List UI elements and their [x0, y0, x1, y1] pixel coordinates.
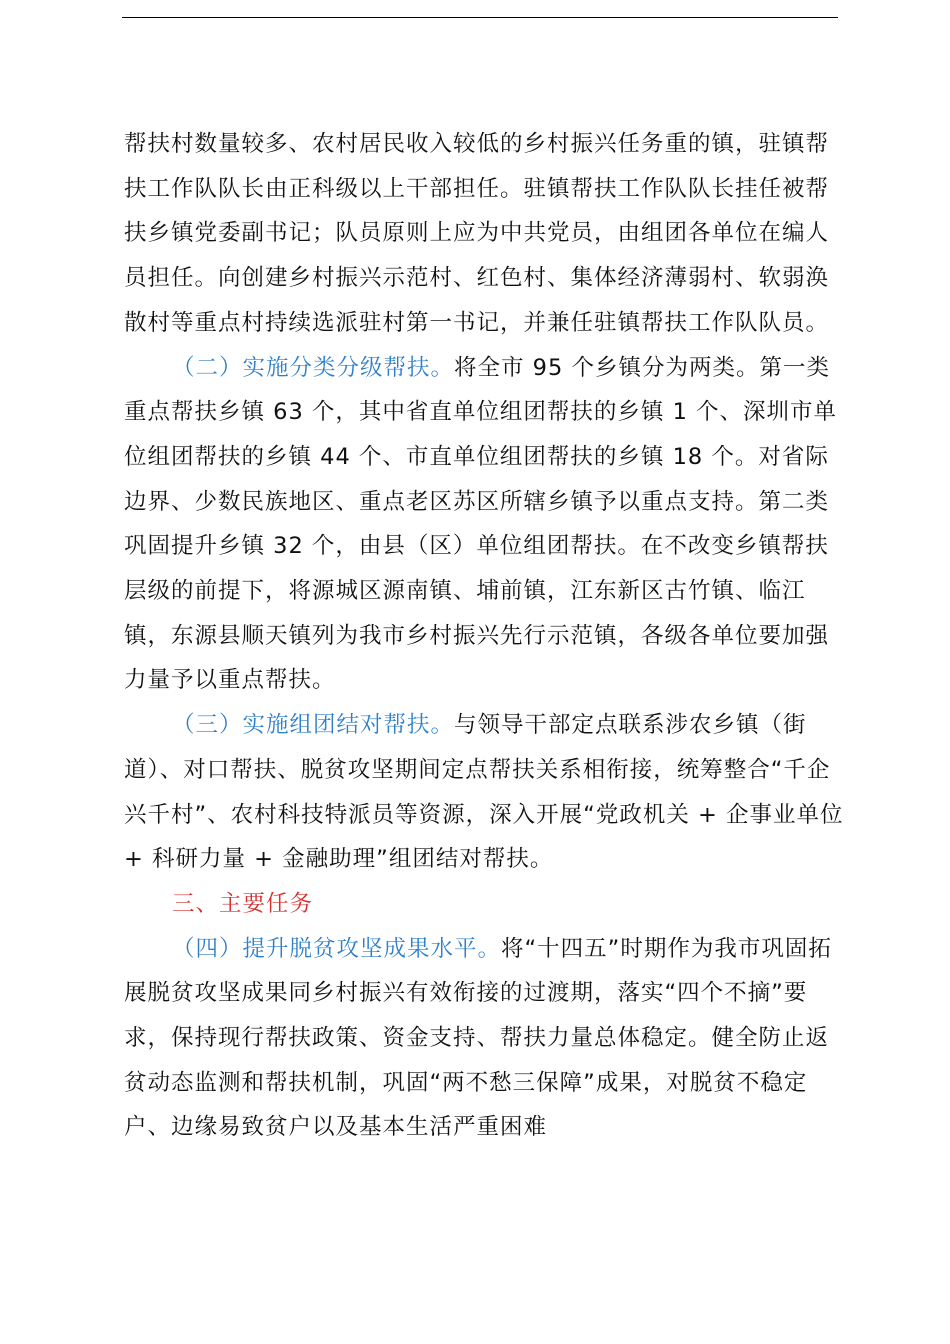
paragraph-continuation: 帮扶村数量较多、农村居民收入较低的乡村振兴任务重的镇，驻镇帮扶工作队队长由正科级以上干部担任。驻镇帮扶工作队队长挂任被帮扶乡镇党委副书记；队员原则上应为中共党员，由组团各单位在编人员担任。向创建乡村振兴示范村、红色村、集体经济薄弱村、软弱涣散村等重点村持续选派驻村第一书记，并兼任驻镇帮扶工作队队员。: [124, 131, 830, 336]
heading-classified-assistance: （二）实施分类分级帮扶。: [172, 354, 455, 381]
body-group-pairing: 与领导干部定点联系涉农乡镇（街道）、对口帮扶、脱贫攻坚期间定点帮扶关系相衔接，统筹整合“千企兴千村”、农村科技特派员等资源，深入开展“党政机关 + 企事业单位 + 科研力量 + 金融助理”组团结对帮扶。: [124, 712, 844, 873]
document-body: [124, 122, 844, 1150]
heading-group-pairing: （三）实施组团结对帮扶。: [172, 712, 455, 739]
paragraph-classified-assistance: [124, 346, 844, 704]
paragraph-poverty-results: [124, 927, 844, 1151]
section-heading-main-tasks: 三、主要任务: [172, 890, 314, 917]
body-poverty-results: 将“十四五”时期作为我市巩固拓展脱贫攻坚成果同乡村振兴有效衔接的过渡期，落实“四个不摘”要求，保持现行帮扶政策、资金支持、帮扶力量总体稳定。健全防止返贫动态监测和帮扶机制，巩固“两不愁三保障”成果，对脱贫不稳定户、边缘易致贫户以及基本生活严重困难: [124, 935, 832, 1141]
paragraph-group-pairing: [124, 703, 844, 882]
body-classified-assistance: 将全市 95 个乡镇分为两类。第一类重点帮扶乡镇 63 个，其中省直单位组团帮扶的乡镇 1 个、深圳市单位组团帮扶的乡镇 44 个、市直单位组团帮扶的乡镇 18 个。对省际边界、少数民族地区、重点老区苏区所辖乡镇予以重点支持。第二类巩固提升乡镇 32 个，由县（区）单位组团帮扶。在不改变乡镇帮扶层级的前提下，将源城区源南镇、埔前镇，江东新区古竹镇、临江镇，东源县顺天镇列为我市乡村振兴先行示范镇，各级各单位要加强力量予以重点帮扶。: [124, 354, 838, 694]
header-rule: [122, 17, 838, 18]
heading-poverty-results: （四）提升脱贫攻坚成果水平。: [172, 935, 502, 962]
